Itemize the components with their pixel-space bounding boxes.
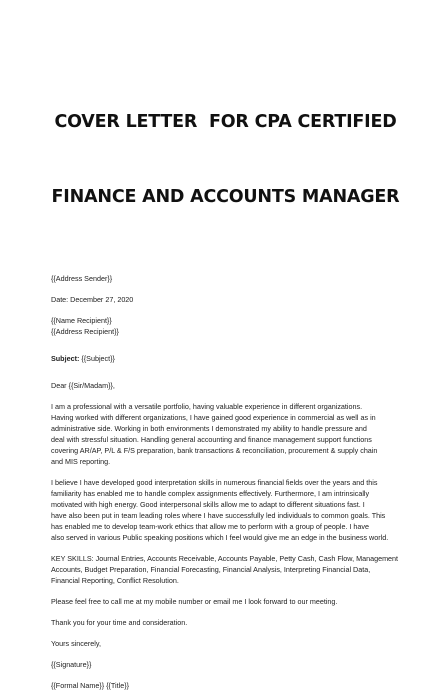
paragraph-thanks: Thank you for your time and consideration.	[51, 618, 188, 627]
paragraph-experience	[51, 401, 400, 467]
paragraph-line: covering AR/AP, P/L & F/S preparation, bank transactions & reconciliation, procurement & supply chain	[51, 446, 378, 455]
address-sender: {{Address Sender}}	[51, 274, 113, 283]
closing: Yours sincerely,	[51, 639, 101, 648]
letter-body	[51, 273, 400, 691]
paragraph-line: I believe I have developed good interpretation skills in numerous financial fields over the years and this	[51, 478, 378, 487]
paragraph-line: Financial Reporting, Conflict Resolution.	[51, 576, 179, 585]
address-recipient: {{Address Recipient}}	[51, 327, 119, 336]
subject-value: {{Subject}}	[79, 354, 115, 363]
paragraph-line: have also been put in team leading roles where I have successfully led individuals to common goals. This	[51, 511, 386, 520]
title-line-1: COVER LETTER FOR CPA CERTIFIED	[54, 112, 397, 132]
paragraph-key-skills	[51, 553, 400, 586]
paragraph-line: deal with stressful situation. Handling general accounting and finance management support functions	[51, 435, 372, 444]
paragraph-line: motivated with high energy. Good interpersonal skills allow me to adapt to different situations fast. I	[51, 500, 365, 509]
name-recipient: {{Name Recipient}}	[51, 316, 112, 325]
formal-name-title: {{Formal Name}} {{Title}}	[51, 681, 130, 690]
salutation: Dear {{Sir/Madam}},	[51, 381, 115, 390]
paragraph-line: familiarity has enabled me to handle complex assignments effectively. Furthermore, I am intrinsically	[51, 489, 370, 498]
letter-date: Date: December 27, 2020	[51, 295, 134, 304]
paragraph-line: I am a professional with a versatile portfolio, having valuable experience in different organizations.	[51, 402, 363, 411]
paragraph-skills-summary	[51, 477, 400, 543]
title-line-2: FINANCE AND ACCOUNTS MANAGER	[51, 187, 400, 207]
paragraph-line: also served in various Public speaking positions which I feel would give me an edge in the business world.	[51, 533, 389, 542]
signature: {{Signature}}	[51, 660, 92, 669]
subject-line	[51, 353, 400, 364]
subject-label: Subject:	[51, 354, 80, 363]
document-title	[51, 0, 400, 260]
paragraph-contact: Please feel free to call me at my mobile number or email me I look forward to our meeting.	[51, 597, 338, 606]
paragraph-line: KEY SKILLS: Journal Entries, Accounts Receivable, Accounts Payable, Petty Cash, Cash Flow, Management	[51, 554, 399, 563]
paragraph-line: Having worked with different organizations, I have gained good experience in commercial as well as in	[51, 413, 376, 422]
paragraph-line: has enabled me to develop team-work ethics that allow me to perform with a group of people. I have	[51, 522, 370, 531]
paragraph-line: administrative side. Working in both environments I demonstrated my ability to handle pressure and	[51, 424, 367, 433]
paragraph-line: Accounts, Budget Preparation, Financial Forecasting, Financial Analysis, Interpreting Financial Data,	[51, 565, 371, 574]
paragraph-line: and MIS reporting.	[51, 457, 111, 466]
